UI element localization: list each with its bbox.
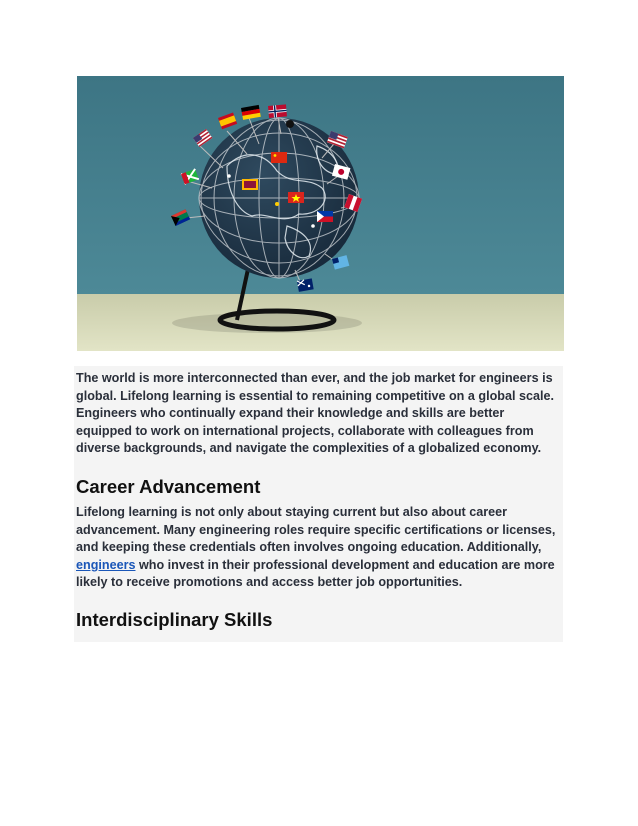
career-text-before-link: Lifelong learning is not only about staying current but also about career advancement. Many engineering roles require specific certifications or licenses, and keeping these credentials often involves ongoing education. Additionally,	[76, 504, 556, 555]
intro-paragraph: The world is more interconnected than ever, and the job market for engineers is global. Lifelong learning is essential to remaining competitive on a global scale. Engineers who continually expand their knowledge and skills are better equipped to work on international projects, collaborate with colleagues from diverse backgrounds, and navigate the complexities of a globalized economy.	[76, 371, 554, 456]
article-body	[74, 366, 563, 642]
engineers-link[interactable]: engineers	[76, 557, 136, 572]
globe-with-flags-icon	[77, 76, 564, 351]
section-heading-career-advancement: Career Advancement	[76, 475, 261, 497]
career-advancement-paragraph	[74, 504, 563, 592]
career-text-after-link: who invest in their professional development and education are more likely to receive promotions and access better job opportunities.	[76, 557, 555, 590]
section-heading-interdisciplinary-skills: Interdisciplinary Skills	[76, 608, 273, 630]
hero-image	[77, 76, 564, 351]
